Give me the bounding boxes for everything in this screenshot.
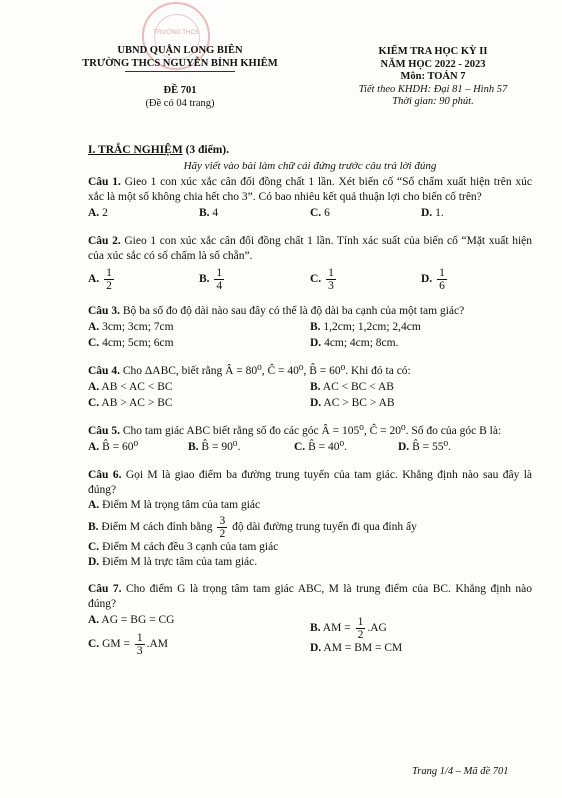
fraction: $\frac{1}{2}$ — [357, 616, 364, 641]
options — [88, 206, 532, 221]
instruction: Hãy viết vào bài làm chữ cái đứng trước câu trả lời đúng — [183, 160, 437, 172]
question-label: Câu 2. — [88, 235, 121, 247]
question-1 — [88, 175, 532, 221]
question-text: Bộ ba số đo độ dài nào sau đây có thể là độ dài ba cạnh của một tam giác? — [119, 305, 465, 317]
option-d: D. 1. — [421, 207, 444, 219]
option-b: B. 1,2cm; 1,2cm; 2,4cm — [310, 321, 421, 333]
question-text: Gieo 1 con xúc xắc cân đối đồng chất 1 lần. Tính xác suất của biến cố “Mặt xuất hiện của xúc sắc có số chấm là số chẵn”. — [88, 235, 532, 262]
option-a: A. B̂ = 60⁰ — [88, 441, 139, 453]
options-row-1 — [88, 320, 532, 335]
seal-text: TRƯỜNG THCS — [153, 30, 199, 36]
question-label: Câu 4. — [88, 365, 120, 377]
question-text: Cho tam giác ABC biết rằng số đo các góc Â = 105⁰, Ĉ = 20⁰. Số đo của góc B là: — [119, 425, 502, 437]
fraction: $\frac{1}{3}$ — [328, 267, 334, 292]
option-c: C. 6 — [310, 207, 330, 219]
question-label: Câu 3. — [88, 305, 120, 317]
options — [88, 613, 532, 657]
subject: Môn: TOÁN 7 — [400, 71, 466, 82]
option-b: B. $\frac{1}{4}$ — [199, 267, 223, 292]
district-name: UBND QUẬN LONG BIÊN — [117, 45, 243, 56]
header-left — [60, 44, 300, 110]
options — [88, 267, 532, 292]
option-a: A. 2 — [88, 207, 108, 219]
option-d: D. AC > BC > AB — [310, 397, 395, 409]
option-a: A. 3cm; 3cm; 7cm — [88, 321, 174, 333]
page-footer: Trang 1/4 – Mã đề 701 — [412, 766, 509, 777]
question-label: Câu 1. — [88, 176, 121, 188]
question-text: Cho điểm G là trọng tâm tam giác ABC, M là trung điểm của BC. Khẳng định nào đúng? — [88, 583, 533, 610]
options-col-right — [310, 613, 532, 657]
options-row-1 — [88, 380, 532, 395]
question-3 — [88, 304, 532, 351]
option-d: D. $\frac{1}{6}$ — [421, 267, 445, 292]
options — [88, 440, 532, 455]
exam-code: ĐỀ 701 — [163, 85, 197, 96]
section-title: I. TRẮC NGHIỆM — [88, 144, 183, 156]
option-d: D. Điểm M là trực tâm của tam giác. — [88, 556, 258, 568]
option-d: D. B̂ = 55⁰. — [398, 441, 451, 453]
page-count-note: (Đề có 04 trang) — [145, 98, 215, 109]
option-b: B. AC < BC < AB — [310, 381, 394, 393]
section-points: (3 điểm). — [182, 144, 229, 156]
options-row-2 — [88, 396, 532, 411]
option-b: B. Điểm M cách đỉnh bằng $\frac{3}{2}$ độ dài đường trung tuyến đi qua đỉnh ấy — [88, 515, 417, 540]
question-text: Cho ΔABC, biết rằng Â = 80⁰, Ĉ = 40⁰, B̂ = 60⁰. Khi đó ta có: — [119, 365, 411, 377]
question-label: Câu 5. — [88, 425, 120, 437]
question-text: Gọi M là giao điểm ba đường trung tuyến của tam giác. Khẳng định nào sau đây là đúng? — [88, 469, 533, 496]
option-a: A. AB < AC < BC — [88, 381, 173, 393]
option-c: C. GM = $\frac{1}{3}$ .AM — [88, 632, 168, 657]
option-a: A. Điểm M là trọng tâm của tam giác — [88, 499, 261, 511]
school-year: NĂM HỌC 2022 - 2023 — [380, 58, 486, 70]
lesson-period: Tiết theo KHDH: Đại 81 – Hình 57 — [358, 83, 508, 95]
options-col-left — [88, 613, 310, 657]
option-b: B. B̂ = 90⁰. — [188, 441, 241, 453]
option-c: C. Điểm M cách đều 3 cạnh của tam giác — [88, 541, 279, 553]
question-7 — [88, 582, 532, 657]
question-label: Câu 7. — [88, 583, 122, 595]
option-a: A. AG = BG = CG — [88, 614, 175, 626]
question-5 — [88, 424, 532, 455]
fraction: $\frac{1}{2}$ — [106, 267, 112, 292]
fraction: $\frac{1}{6}$ — [439, 267, 445, 292]
option-d: D. 4cm; 4cm; 8cm. — [310, 337, 399, 349]
header-divider — [125, 71, 235, 72]
option-d: D. AM = BM = CM — [310, 642, 403, 654]
option-c: C. $\frac{1}{3}$ — [310, 267, 334, 292]
option-c: C. AB > AC > BC — [88, 397, 173, 409]
question-label: Câu 6. — [88, 469, 122, 481]
option-b: B. 4 — [199, 207, 219, 219]
exam-title: KIỂM TRA HỌC KỲ II — [378, 46, 488, 57]
option-c: C. 4cm; 5cm; 6cm — [88, 337, 174, 349]
question-4 — [88, 364, 532, 411]
option-a: A. $\frac{1}{2}$ — [88, 267, 112, 292]
question-2 — [88, 234, 532, 292]
options-row-2 — [88, 336, 532, 351]
time-limit: Thời gian: 90 phút. — [392, 96, 474, 107]
fraction: $\frac{1}{4}$ — [216, 267, 223, 292]
option-b: B. AM = $\frac{1}{2}$ .AG — [310, 616, 387, 641]
question-text: Gieo 1 con xúc xắc cân đối đồng chất 1 lần. Xét biến cố “Số chấm xuất hiện trên xúc xắc là một số không chia hết cho 3”. Có bao nhiêu kết quả thuận lợi cho biến cố trên? — [88, 176, 532, 203]
school-name: TRƯỜNG THCS NGUYỄN BỈNH KHIÊM — [82, 58, 278, 69]
fraction: $\frac{3}{2}$ — [219, 515, 226, 540]
option-c: C. B̂ = 40⁰. — [294, 441, 347, 453]
section-heading — [88, 143, 532, 158]
question-6 — [88, 468, 532, 570]
header-right — [318, 46, 548, 109]
exam-content — [88, 143, 532, 657]
fraction: $\frac{1}{3}$ — [136, 632, 143, 657]
